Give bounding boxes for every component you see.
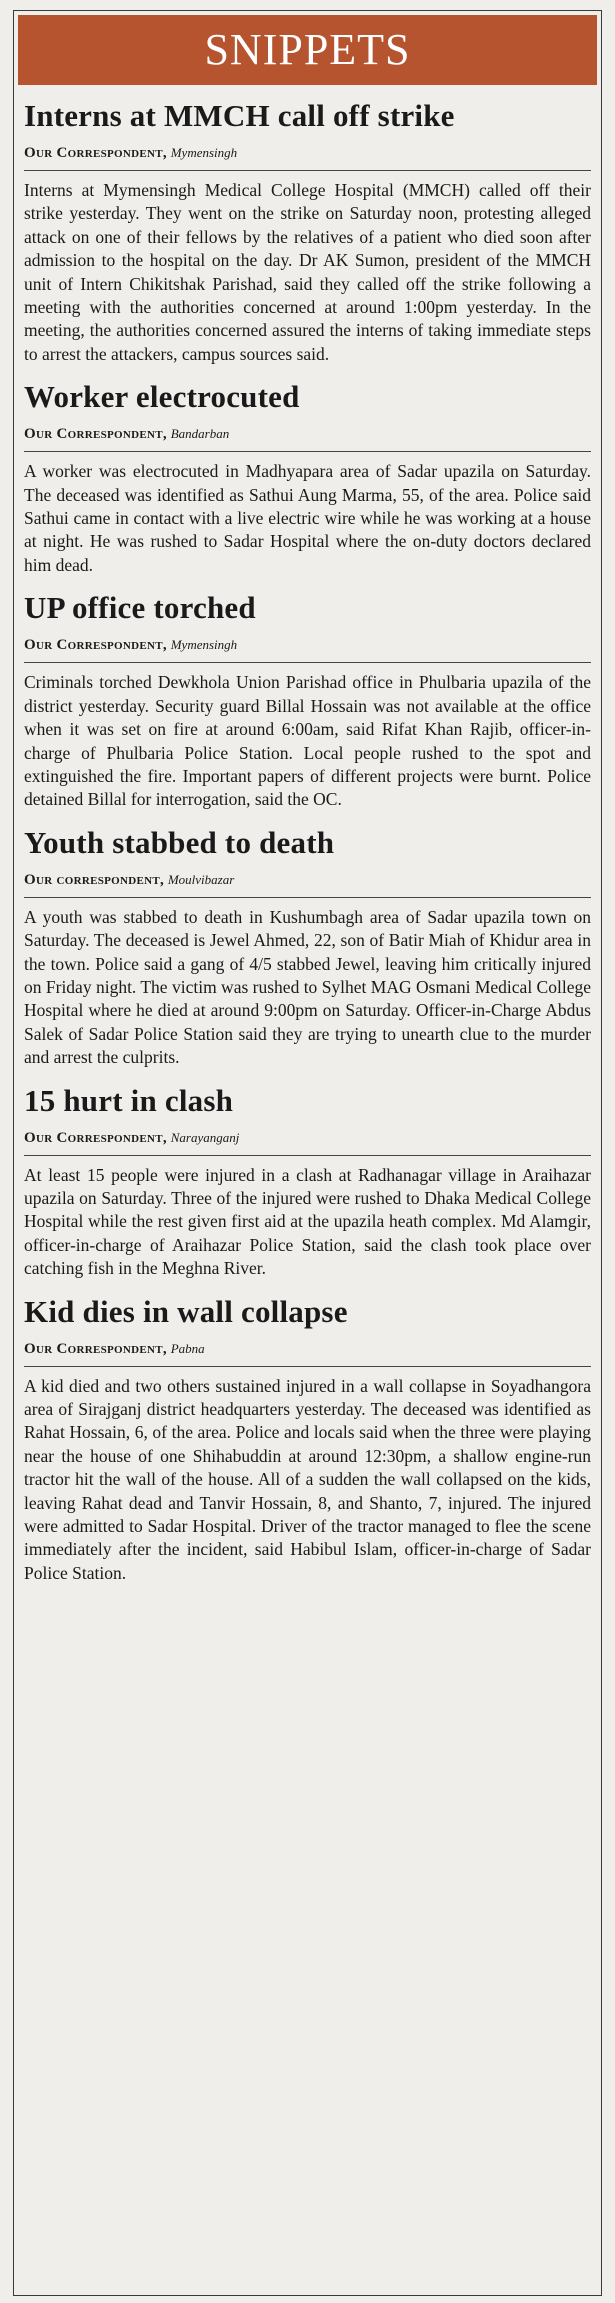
byline-location: Mymensingh [170, 637, 238, 653]
story-up-office-torched [14, 589, 601, 811]
story-headline: Kid dies in wall collapse [24, 1293, 348, 1329]
story-wall-collapse [14, 1293, 601, 1586]
story-headline: Youth stabbed to death [24, 824, 335, 860]
byline [24, 870, 591, 890]
byline-correspondent: Our Correspondent, [24, 1129, 167, 1146]
story-body: A worker was electrocuted in Madhyapara area of Sadar upazila on Saturday. The deceased was identified as Sathui Aung Marma, 55, of the area. Police said Sathui came in contact with a live electric wire while he was working at a house at night. He was rushed to Sadar Hospital where the on-duty doctors declared him dead. [24, 461, 591, 575]
byline-correspondent: Our correspondent, [24, 871, 165, 888]
story-body: Criminals torched Dewkhola Union Parishad office in Phulbaria upazila of the district yesterday. Security guard Billal Hossain was not available at the office when it was set on fire at around 6:00am, said Rifat Khan Rajib, officer-in-charge of Phulbaria Police Station. Local people rushed to the spot and extinguished the fire. Important papers of different projects were burnt. Police detained Billal for interrogation, said the OC. [24, 672, 591, 810]
snippets-column [13, 10, 602, 2296]
byline-divider [24, 1366, 591, 1367]
story-body: At least 15 people were injured in a clash at Radhanagar village in Araihazar upazila on Saturday. Three of the injured were rushed to Dhaka Medical College Hospital while the rest given first aid at the upazila heath complex. Md Alamgir, officer-in-charge of Araihazar Police Station, said the clash took place over catching fish in the Meghna River. [24, 1164, 591, 1279]
byline-location: Pabna [170, 1340, 205, 1356]
byline-location: Mymensingh [170, 145, 238, 160]
byline-correspondent: Our Correspondent, [24, 637, 167, 654]
story-headline: Interns at MMCH call off strike [24, 98, 455, 133]
section-banner: SNIPPETS [18, 15, 597, 85]
byline-divider [24, 662, 591, 663]
story-body: A youth was stabbed to death in Kushumbagh area of Sadar upazila town on Saturday. The deceased is Jewel Ahmed, 22, son of Batir Miah of Khidur area in the town. Police said a gang of 4/5 stabbed Jewel, leaving him critically injured on Friday night. The victim was rushed to Sylhet MAG Osmani Medical College Hospital where he died at around 9:00pm on Saturday. Officer-in-Charge Abdus Salek of Sadar Police Station said they are trying to unearth clue to the murder and arrest the culprits. [24, 906, 591, 1068]
byline-location: Bandarban [170, 426, 230, 442]
byline-correspondent: Our Correspondent, [24, 145, 167, 161]
story-headline: 15 hurt in clash [24, 1082, 234, 1118]
byline [24, 635, 591, 655]
story-headline: Worker electrocuted [24, 379, 300, 415]
byline-location: Narayanganj [170, 1129, 240, 1145]
story-clash [14, 1082, 601, 1281]
byline [24, 424, 591, 444]
byline-divider [24, 1155, 591, 1156]
story-youth-stabbed [14, 824, 601, 1070]
story-headline: UP office torched [24, 590, 256, 626]
byline [24, 1128, 591, 1148]
story-worker-electrocuted [14, 378, 601, 577]
byline-correspondent: Our Correspondent, [24, 426, 167, 443]
byline [24, 1339, 591, 1359]
byline-divider [24, 170, 591, 171]
byline-location: Moulvibazar [167, 871, 235, 887]
story-interns-strike [14, 97, 601, 366]
story-body: A kid died and two others sustained injured in a wall collapse in Soyadhangora area of Sirajganj district headquarters yesterday. The deceased was identified as Rahat Hossain, 6, of the area. Police and locals said when the three were playing near the house of one Shihabuddin at around 12:30pm, a shallow engine-run tractor hit the wall of the house. All of a sudden the wall collapsed on the kids, leaving Rahat dead and Tanvir Hossain, 8, and Shanto, 7, injured. The injured were admitted to Sadar Hospital. Driver of the tractor managed to flee the scene immediately after the incident, said Habibul Islam, officer-in-charge of Sadar Police Station. [24, 1375, 591, 1583]
story-body: Interns at Mymensingh Medical College Hospital (MMCH) called off their strike yesterday. They went on the strike on Saturday noon, protesting alleged attack on one of their fellows by the relatives of a patient who died soon after admission to the hospital on the day. Dr AK Sumon, president of the MMCH unit of Intern Chikitshak Parishad, said they called off the strike following a meeting with the authorities concerned at around 1:00pm yesterday. In the meeting, the authorities concerned assured the interns of taking immediate steps to arrest the attackers, campus sources said. [24, 180, 591, 364]
byline-divider [24, 451, 591, 452]
byline-divider [24, 897, 591, 898]
byline [24, 143, 591, 163]
byline-correspondent: Our Correspondent, [24, 1340, 167, 1357]
